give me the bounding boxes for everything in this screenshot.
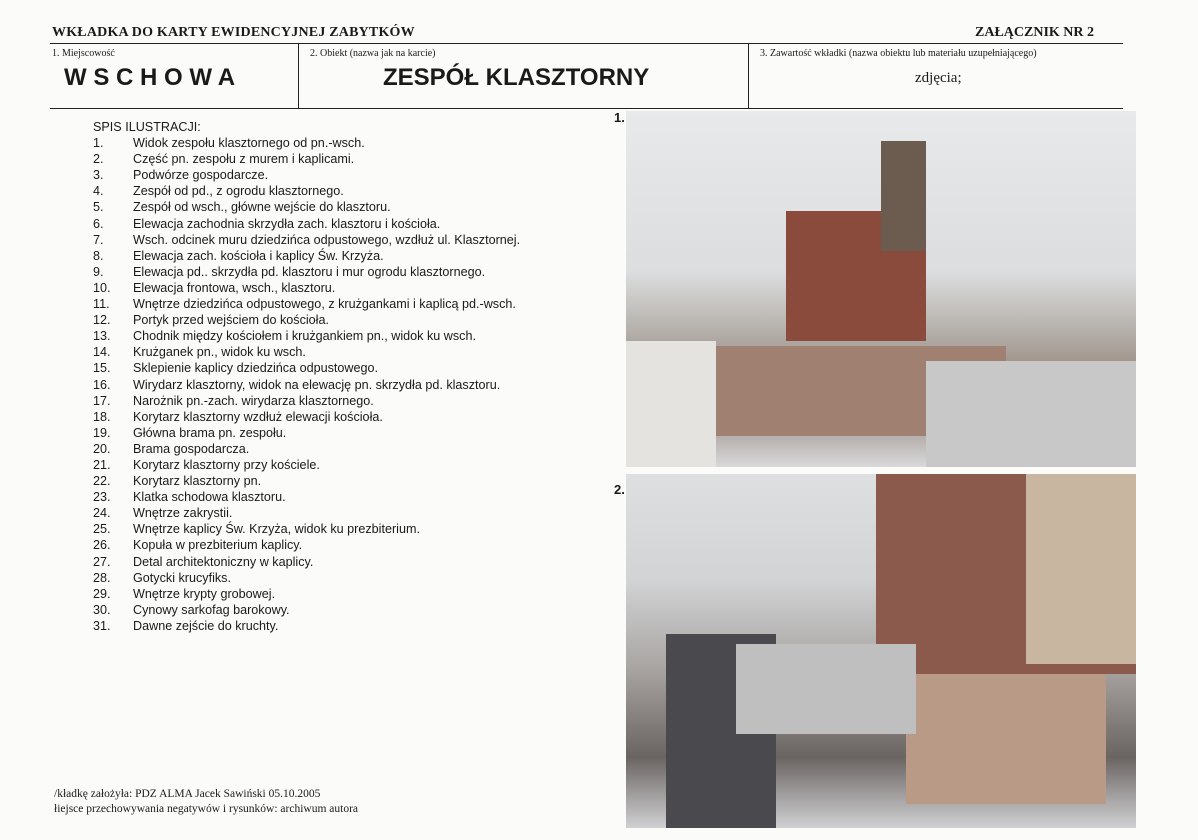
list-item-text: Część pn. zespołu z murem i kaplicami.	[133, 152, 355, 167]
illustration-list	[93, 119, 520, 634]
list-item	[93, 457, 520, 473]
list-item-number: 2.	[93, 152, 104, 167]
list-item	[93, 473, 520, 489]
list-item-number: 9.	[93, 264, 104, 279]
church-tower	[881, 141, 926, 251]
list-title: SPIS ILUSTRACJI:	[93, 120, 201, 134]
photo-label: 1.	[614, 110, 625, 125]
field-label-locality: 1. Miejscowość	[52, 48, 115, 59]
list-item-text: Elewacja frontowa, wsch., klasztoru.	[133, 280, 336, 295]
list-item	[93, 296, 520, 312]
list-item-text: Elewacja zachodnia skrzydła zach. klasztoru i kościoła.	[133, 216, 441, 231]
list-item-text: Wnętrze dziedzińca odpustowego, z krużgankami i kaplicą pd.-wsch.	[133, 297, 516, 312]
snowy-street	[926, 361, 1136, 467]
field-value-contents: zdjęcia;	[915, 70, 962, 86]
list-item	[93, 199, 520, 215]
list-item-number: 20.	[93, 441, 111, 456]
list-item	[93, 618, 520, 634]
list-item-text: Wirydarz klasztorny, widok na elewację pn. skrzydła pd. klasztoru.	[133, 377, 501, 392]
list-item-number: 8.	[93, 248, 104, 263]
list-item	[93, 505, 520, 521]
list-item-text: Dawne zejście do kruchty.	[133, 618, 279, 633]
list-item	[93, 312, 520, 328]
list-item-text: Korytarz klasztorny pn.	[133, 474, 262, 489]
field-value-object: ZESPÓŁ KLASZTORNY	[383, 64, 650, 91]
list-item-text: Elewacja pd.. skrzydła pd. klasztoru i mur ogrodu klasztornego.	[133, 264, 486, 279]
list-item-text: Klatka schodowa klasztoru.	[133, 490, 286, 505]
header-divider	[50, 43, 1123, 44]
list-item	[93, 393, 520, 409]
photo-monastery-ne	[626, 111, 1136, 467]
field-label-contents: 3. Zawartość wkładki (nazwa obiektu lub materiału uzupełniającego)	[760, 48, 1037, 59]
list-item-number: 11.	[93, 297, 110, 312]
list-item-text: Korytarz klasztorny przy kościele.	[133, 457, 320, 472]
list-item	[93, 409, 520, 425]
list-item	[93, 328, 520, 344]
list-item	[93, 377, 520, 393]
list-item-number: 31.	[93, 618, 111, 633]
header-bottom-divider	[50, 108, 1123, 109]
list-item-number: 18.	[93, 409, 111, 424]
list-item-text: Detal architektoniczny w kaplicy.	[133, 554, 314, 569]
building	[626, 341, 716, 467]
list-item-text: Widok zespołu klasztornego od pn.-wsch.	[133, 136, 365, 151]
list-item-number: 5.	[93, 200, 104, 215]
list-item	[93, 554, 520, 570]
footer-author: /kładkę założyła: PDZ ALMA Jacek Sawiński 05.10.2005	[54, 788, 321, 800]
list-item-number: 19.	[93, 425, 111, 440]
document-title: WKŁADKA DO KARTY EWIDENCYJNEJ ZABYTKÓW	[52, 25, 415, 40]
list-item-number: 30.	[93, 602, 111, 617]
list-item-text: Podwórze gospodarcze.	[133, 168, 269, 183]
list-item	[93, 489, 520, 505]
list-item-text: Zespół od pd., z ogrodu klasztornego.	[133, 184, 344, 199]
list-item-number: 16.	[93, 377, 111, 392]
list-item-number: 3.	[93, 168, 104, 183]
list-item-number: 28.	[93, 570, 111, 585]
list-item-text: Korytarz klasztorny wzdłuż elewacji kościoła.	[133, 409, 383, 424]
list-item-number: 17.	[93, 393, 111, 408]
field-value-locality: W S C H O W A	[64, 64, 236, 91]
list-item-text: Narożnik pn.-zach. wirydarza klasztornego.	[133, 393, 374, 408]
list-item-number: 25.	[93, 522, 111, 537]
list-item-number: 4.	[93, 184, 104, 199]
list-item	[93, 425, 520, 441]
footer-storage: łiejsce przechowywania negatywów i rysunków: archiwum autora	[54, 803, 359, 815]
list-item-text: Brama gospodarcza.	[133, 441, 250, 456]
list-item-number: 14.	[93, 345, 111, 360]
list-item	[93, 280, 520, 296]
list-item-text: Główna brama pn. zespołu.	[133, 425, 287, 440]
list-item-text: Wnętrze zakrystii.	[133, 506, 233, 521]
church-facade	[1026, 474, 1136, 664]
field-label-object: 2. Obiekt (nazwa jak na karcie)	[310, 48, 436, 59]
list-item-number: 22.	[93, 474, 111, 489]
list-item-number: 12.	[93, 313, 111, 328]
list-item	[93, 344, 520, 360]
list-item-number: 21.	[93, 457, 111, 472]
list-item-text: Cynowy sarkofag barokowy.	[133, 602, 290, 617]
list-item-number: 7.	[93, 232, 104, 247]
list-item	[93, 360, 520, 376]
list-item	[93, 248, 520, 264]
photo-label: 2.	[614, 482, 625, 497]
list-item	[93, 183, 520, 199]
list-item-number: 27.	[93, 554, 111, 569]
list-item	[93, 167, 520, 183]
list-item	[93, 586, 520, 602]
list-item-text: Wnętrze kaplicy Św. Krzyża, widok ku prezbiterium.	[133, 522, 420, 537]
list-item-text: Wnętrze krypty grobowej.	[133, 586, 276, 601]
column-divider	[748, 43, 749, 109]
list-item	[93, 135, 520, 151]
list-item-text: Kopuła w prezbiterium kaplicy.	[133, 538, 303, 553]
photo-north-part	[626, 474, 1136, 828]
chapel	[906, 674, 1106, 804]
list-item-number: 13.	[93, 329, 111, 344]
list-item-number: 29.	[93, 586, 111, 601]
list-item-number: 24.	[93, 506, 111, 521]
list-item	[93, 232, 520, 248]
annex-number: ZAŁĄCZNIK NR 2	[975, 25, 1095, 40]
list-item-text: Zespół od wsch., główne wejście do klasztoru.	[133, 200, 391, 215]
list-item-text: Elewacja zach. kościoła i kaplicy Św. Krzyża.	[133, 248, 384, 263]
list-item-number: 23.	[93, 490, 111, 505]
list-item	[93, 151, 520, 167]
list-item	[93, 521, 520, 537]
list-item	[93, 441, 520, 457]
list-item-text: Krużganek pn., widok ku wsch.	[133, 345, 306, 360]
list-item-number: 26.	[93, 538, 111, 553]
list-item-text: Gotycki krucyfiks.	[133, 570, 231, 585]
list-item	[93, 570, 520, 586]
list-item	[93, 537, 520, 553]
list-item-text: Chodnik między kościołem i krużgankiem pn., widok ku wsch.	[133, 329, 476, 344]
list-item	[93, 602, 520, 618]
list-item-number: 15.	[93, 361, 111, 376]
list-item-number: 10.	[93, 280, 111, 295]
list-item-text: Wsch. odcinek muru dziedzińca odpustowego, wzdłuż ul. Klasztornej.	[133, 232, 521, 247]
list-item	[93, 264, 520, 280]
list-item	[93, 216, 520, 232]
column-divider	[298, 43, 299, 109]
list-item-number: 6.	[93, 216, 104, 231]
list-item-number: 1.	[93, 136, 104, 151]
monastery-wall	[736, 644, 916, 734]
list-item-text: Sklepienie kaplicy dziedzińca odpustowego.	[133, 361, 379, 376]
list-item-text: Portyk przed wejściem do kościoła.	[133, 313, 329, 328]
